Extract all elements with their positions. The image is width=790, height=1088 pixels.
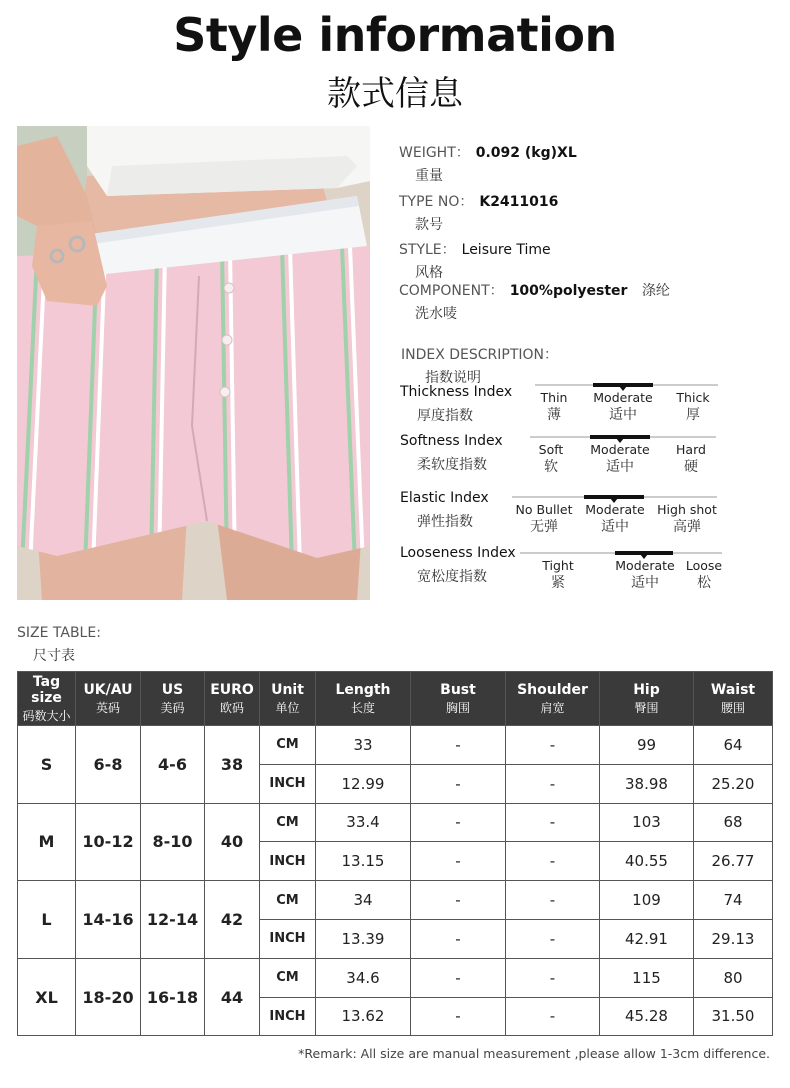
looseness-index [400,545,516,586]
uk-size-cell: 10-12 [76,803,141,881]
uk-size-cell: 14-16 [76,881,141,959]
elastic-index-label: Elastic Index [400,490,489,506]
elastic-index [400,490,489,531]
elastic-scale [512,496,717,536]
page-title: Style information [173,8,617,62]
shoulder-cell: - [506,803,600,842]
scale-option: Hard 硬 [676,442,706,476]
us-size-cell: 16-18 [141,958,205,1036]
euro-size-cell: 44 [205,958,260,1036]
thickness-index-cn: 厚度指数 [417,408,473,424]
uk-size-cell: 6-8 [76,726,141,804]
style-label: STYLE： [399,242,456,258]
component-label-cn: 洗水唛 [415,306,457,322]
thickness-index [400,384,512,425]
style-info [399,239,779,282]
us-size-cell: 8-10 [141,803,205,881]
table-row [18,958,773,997]
scale-option: Soft 软 [538,442,564,476]
tag-size-cell: XL [18,958,76,1036]
softness-index [400,433,503,474]
unit-cell: INCH [260,842,316,881]
weight-label: WEIGHT： [399,145,470,161]
softness-index-cn: 柔软度指数 [417,457,487,473]
header-tag-size: Tag size 码数大小 [18,672,76,726]
bust-cell: - [411,881,506,920]
length-cell: 13.39 [316,919,411,958]
unit-cell: CM [260,803,316,842]
waist-cell: 26.77 [694,842,773,881]
scale-option: Loose 松 [685,558,723,592]
unit-cell: INCH [260,919,316,958]
size-table [17,671,773,1036]
header-euro: EURO 欧码 [205,672,260,726]
size-table-label-cn: 尺寸表 [33,648,75,664]
unit-cell: CM [260,881,316,920]
shoulder-cell: - [506,997,600,1036]
length-cell: 34 [316,881,411,920]
header-uk-au: UK/AU 英码 [76,672,141,726]
weight-label-cn: 重量 [415,168,443,184]
tag-size-cell: L [18,881,76,959]
size-table-header-row [18,672,773,726]
bust-cell: - [411,958,506,997]
shoulder-cell: - [506,958,600,997]
waist-cell: 80 [694,958,773,997]
scale-option: No Bullet 无弹 [515,502,573,536]
us-size-cell: 4-6 [141,726,205,804]
component-value: 100%polyester [509,283,628,299]
table-row [18,726,773,765]
hip-cell: 40.55 [600,842,694,881]
softness-scale [530,436,716,476]
component-info [399,280,779,323]
remark-note: *Remark: All size are manual measurement ,please allow 1-3cm difference. [298,1046,770,1061]
elastic-index-cn: 弹性指数 [417,514,473,530]
waist-cell: 25.20 [694,764,773,803]
length-cell: 34.6 [316,958,411,997]
hip-cell: 42.91 [600,919,694,958]
tag-size-cell: S [18,726,76,804]
table-row [18,881,773,920]
scale-option: Moderate 适中 [585,502,645,536]
looseness-index-label: Looseness Index [400,545,516,561]
waist-cell: 29.13 [694,919,773,958]
unit-cell: INCH [260,997,316,1036]
bust-cell: - [411,842,506,881]
style-label-cn: 风格 [415,265,443,281]
scale-option: Moderate 适中 [590,442,650,476]
index-description-cn: 指数说明 [425,370,481,386]
waist-cell: 68 [694,803,773,842]
scale-option: Tight 紧 [542,558,574,592]
scale-selected-marker [593,383,653,387]
scale-selected-marker [590,435,650,439]
shoulder-cell: - [506,919,600,958]
header-shoulder: Shoulder 肩宽 [506,672,600,726]
header-bust: Bust 胸围 [411,672,506,726]
product-photo [17,126,370,600]
looseness-scale [520,552,722,592]
header-length: Length 长度 [316,672,411,726]
unit-cell: INCH [260,764,316,803]
bust-cell: - [411,764,506,803]
shoulder-cell: - [506,726,600,765]
type-no-info [399,191,779,234]
weight-info [399,142,779,185]
component-value-cn: 涤纶 [641,283,670,299]
thickness-index-label: Thickness Index [400,384,513,400]
hip-cell: 109 [600,881,694,920]
scale-selected-marker [584,495,644,499]
bust-cell: - [411,997,506,1036]
scale-option: Moderate 适中 [615,558,675,592]
waist-cell: 31.50 [694,997,773,1036]
scale-option: High shot 高弹 [657,502,717,536]
index-description [401,344,558,387]
type-no-value: K2411016 [479,194,559,210]
waist-cell: 74 [694,881,773,920]
table-row [18,803,773,842]
tag-size-cell: M [18,803,76,881]
scale-option: Thick 厚 [676,390,710,424]
hip-cell: 103 [600,803,694,842]
thickness-scale [535,384,718,424]
length-cell: 12.99 [316,764,411,803]
shoulder-cell: - [506,764,600,803]
size-table-heading [17,625,101,665]
header-unit: Unit 单位 [260,672,316,726]
euro-size-cell: 40 [205,803,260,881]
index-description-label: INDEX DESCRIPTION： [401,347,559,363]
softness-index-label: Softness Index [400,433,503,449]
hip-cell: 115 [600,958,694,997]
scale-option: Thin 薄 [540,390,568,424]
scale-option: Moderate 适中 [593,390,653,424]
component-label: COMPONENT： [399,283,504,299]
weight-value: 0.092 (kg)XL [475,145,577,161]
hip-cell: 99 [600,726,694,765]
header-hip: Hip 臀围 [600,672,694,726]
length-cell: 33 [316,726,411,765]
euro-size-cell: 38 [205,726,260,804]
shoulder-cell: - [506,881,600,920]
size-table-label: SIZE TABLE: [17,625,101,641]
looseness-index-cn: 宽松度指数 [417,569,487,585]
length-cell: 13.15 [316,842,411,881]
shoulder-cell: - [506,842,600,881]
us-size-cell: 12-14 [141,881,205,959]
hip-cell: 38.98 [600,764,694,803]
scale-selected-marker [615,551,673,555]
hip-cell: 45.28 [600,997,694,1036]
bust-cell: - [411,919,506,958]
unit-cell: CM [260,958,316,997]
header-us: US 美码 [141,672,205,726]
type-no-label: TYPE NO： [399,194,474,210]
uk-size-cell: 18-20 [76,958,141,1036]
length-cell: 13.62 [316,997,411,1036]
bust-cell: - [411,726,506,765]
waist-cell: 64 [694,726,773,765]
type-no-label-cn: 款号 [415,217,443,233]
euro-size-cell: 42 [205,881,260,959]
bust-cell: - [411,803,506,842]
page-title-cn: 款式信息 [327,74,463,114]
unit-cell: CM [260,726,316,765]
length-cell: 33.4 [316,803,411,842]
header-waist: Waist 腰围 [694,672,773,726]
style-value: Leisure Time [461,242,551,258]
